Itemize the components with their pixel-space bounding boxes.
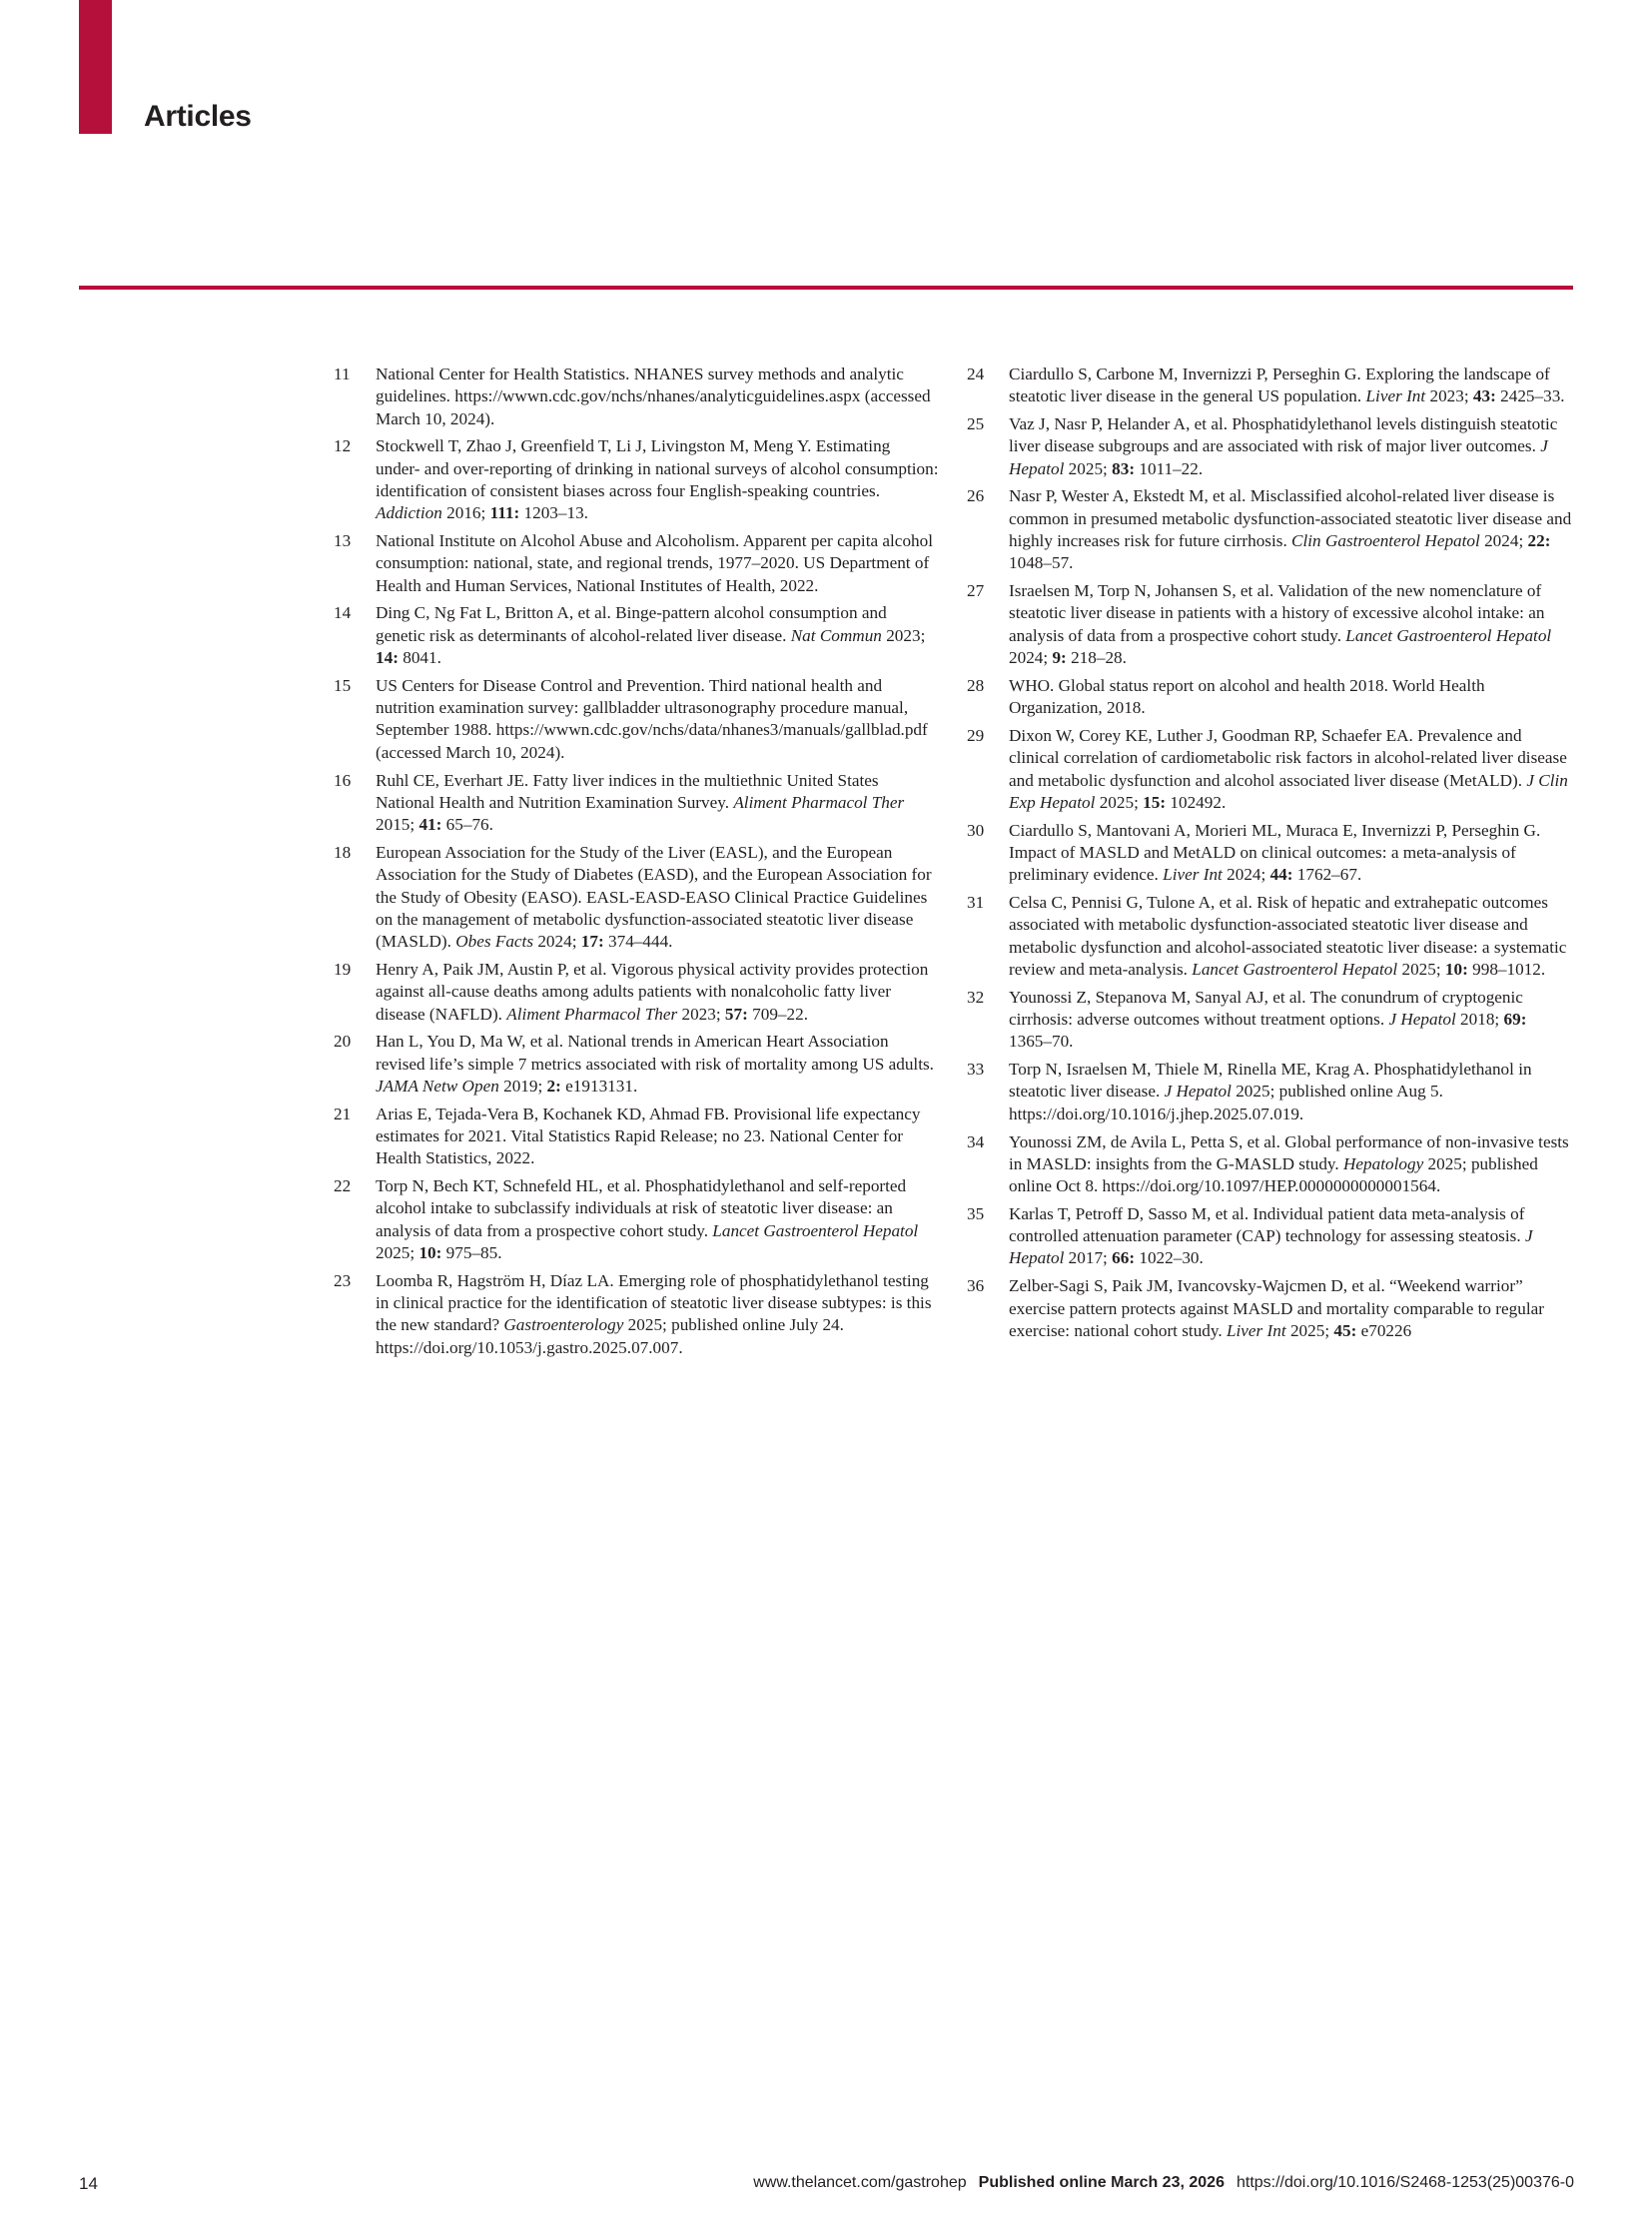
reference-segment: Nasr P, Wester A, Ekstedt M, et al. Misclassified alcohol-related liver disease is common in presumed metabolic dysfunction-associated steatotic liver disease and highly increases risk for future cirrhosis.	[1009, 486, 1572, 551]
reference-segment: 2023;	[677, 1004, 725, 1024]
reference-number: 14	[334, 603, 352, 623]
reference-segment: Henry A, Paik JM, Austin P, et al. Vigorous physical activity provides protection against all-cause deaths among adults patients with nonalcoholic fatty liver disease (NAFLD).	[376, 959, 929, 1024]
reference-segment: 709–22.	[747, 1004, 808, 1024]
journal-name: Nat Commun	[790, 625, 882, 645]
reference-item	[967, 987, 1573, 1054]
reference-segment: 2025;	[376, 1242, 419, 1262]
reference-segment: 998–1012.	[1467, 959, 1546, 979]
reference-item	[334, 364, 939, 430]
reference-item	[334, 770, 939, 837]
journal-website[interactable]: www.thelancet.com/gastrohep	[753, 2174, 967, 2191]
reference-text	[1009, 486, 1571, 572]
journal-name: Clin Gastroenterol Hepatol	[1291, 531, 1480, 551]
reference-segment: National Center for Health Statistics. NHANES survey methods and analytic guidelines. https://wwwn.cdc.gov/nchs/nhanes/analyticguidelines.aspx (accessed March 10, 2024).	[376, 365, 931, 428]
reference-item	[967, 413, 1573, 480]
reference-segment: Karlas T, Petroff D, Sasso M, et al. Individual patient data meta-analysis of controlled attenuation parameter (CAP) technology for assessing steatosis.	[1009, 1203, 1525, 1246]
reference-number: 26	[967, 486, 985, 506]
volume-number: 69:	[1503, 1010, 1527, 1030]
reference-number: 13	[334, 531, 352, 551]
journal-name: J Hepatol	[1164, 1082, 1232, 1102]
reference-segment: 2024;	[1009, 648, 1053, 668]
journal-name: Liver Int	[1226, 1320, 1286, 1340]
reference-text	[376, 771, 904, 835]
journal-name: J Clin Exp Hepatol	[1009, 770, 1568, 812]
reference-item	[967, 364, 1573, 408]
reference-text	[376, 531, 933, 595]
reference-item	[967, 1275, 1573, 1342]
reference-segment: Ciardullo S, Carbone M, Invernizzi P, Perseghin G. Exploring the landscape of steatotic liver disease in the general US population.	[1009, 365, 1550, 406]
reference-item	[967, 580, 1573, 669]
reference-item	[334, 530, 939, 597]
volume-number: 22:	[1527, 531, 1551, 551]
references-column-right	[967, 364, 1573, 1348]
reference-segment: 2025; published online Aug 5. https://doi.org/10.1016/j.jhep.2025.07.019.	[1009, 1082, 1443, 1123]
reference-segment: Vaz J, Nasr P, Helander A, et al. Phosphatidylethanol levels distinguish steatotic liver disease subgroups and are associated with risk of major liver outcomes.	[1009, 414, 1558, 456]
reference-segment: Loomba R, Hagström H, Díaz LA. Emerging role of phosphatidylethanol testing in clinical practice for the identification of steatotic liver disease subtypes: is this the new standard?	[376, 1270, 932, 1335]
reference-number: 28	[967, 675, 985, 695]
volume-number: 17:	[580, 932, 604, 952]
reference-segment: 102492.	[1166, 792, 1227, 812]
reference-segment: e1913131.	[560, 1076, 638, 1096]
reference-text	[376, 365, 931, 428]
reference-segment: Ciardullo S, Mantovani A, Morieri ML, Muraca E, Invernizzi P, Perseghin G. Impact of MASLD and MetALD on clinical outcomes: a meta-analysis of preliminary evidence.	[1009, 820, 1541, 885]
journal-name: Obes Facts	[455, 932, 534, 952]
reference-segment: Younossi Z, Stepanova M, Sanyal AJ, et al. The conundrum of cryptogenic cirrhosis: adverse outcomes without treatment options.	[1009, 987, 1523, 1030]
journal-name: J Hepatol	[1388, 1010, 1456, 1030]
reference-segment: 2025;	[1285, 1320, 1334, 1340]
journal-name: Hepatology	[1343, 1153, 1424, 1173]
reference-segment: 1203–13.	[519, 503, 588, 523]
reference-text	[376, 603, 925, 667]
reference-text	[1009, 1204, 1533, 1268]
reference-segment: Zelber-Sagi S, Paik JM, Ivancovsky-Wajcmen D, et al. “Weekend warrior” exercise pattern protects against MASLD and mortality comparable to regular exercise: national cohort study.	[1009, 1276, 1544, 1340]
reference-segment: 2015;	[376, 815, 419, 835]
reference-item	[967, 1131, 1573, 1198]
reference-text	[376, 1176, 918, 1262]
reference-segment: 2019;	[498, 1076, 547, 1096]
reference-text	[376, 676, 928, 762]
reference-segment: 65–76.	[441, 815, 493, 835]
reference-text	[1009, 414, 1557, 478]
reference-number: 30	[967, 820, 985, 840]
reference-item	[967, 820, 1573, 887]
reference-item	[967, 1203, 1573, 1270]
reference-text	[1009, 821, 1540, 885]
reference-segment: European Association for the Study of the Liver (EASL), and the European Association for the Study of Diabetes (EASD), and the European Association for the Study of Obesity (EASO). EASL-EASD-EASO Clinical Practice Guidelines on the management of metabolic dysfunction-associated steatotic liver disease (MASLD).	[376, 842, 932, 952]
article-doi[interactable]: https://doi.org/10.1016/S2468-1253(25)00376-0	[1236, 2174, 1574, 2191]
reference-item	[334, 675, 939, 764]
reference-segment: 8041.	[398, 648, 441, 668]
reference-segment: Han L, You D, Ma W, et al. National trends in American Heart Association revised life’s simple 7 metrics associated with risk of mortality among US adults.	[376, 1032, 934, 1074]
reference-segment: 2025; published online July 24. https://doi.org/10.1053/j.gastro.2025.07.007.	[376, 1315, 844, 1357]
reference-text	[1009, 726, 1568, 812]
reference-number: 12	[334, 436, 352, 456]
reference-item	[967, 725, 1573, 814]
reference-text	[376, 436, 939, 522]
journal-name: Liver Int	[1365, 386, 1426, 406]
reference-segment: 2025;	[1095, 792, 1144, 812]
volume-number: 57:	[724, 1004, 748, 1024]
reference-item	[334, 1031, 939, 1098]
reference-number: 34	[967, 1131, 985, 1151]
reference-number: 29	[967, 725, 985, 745]
reference-segment: 1022–30.	[1135, 1248, 1204, 1268]
reference-segment: Stockwell T, Zhao J, Greenfield T, Li J, Livingston M, Meng Y. Estimating under- and over-reporting of drinking in national surveys of alcohol consumption: identification of consistent biases across four English-speaking countries.	[376, 436, 939, 500]
reference-item	[334, 1175, 939, 1264]
reference-number: 36	[967, 1276, 985, 1296]
reference-number: 32	[967, 987, 985, 1007]
volume-number: 83:	[1112, 458, 1136, 478]
volume-number: 111:	[489, 503, 520, 523]
reference-text	[1009, 893, 1566, 979]
journal-name: Aliment Pharmacol Ther	[506, 1004, 678, 1024]
reference-segment: Torp N, Israelsen M, Thiele M, Rinella ME, Krag A. Phosphatidylethanol in steatotic liver disease.	[1009, 1060, 1532, 1102]
volume-number: 10:	[418, 1242, 442, 1262]
reference-text	[1009, 1132, 1569, 1196]
reference-segment: 2025;	[1064, 458, 1113, 478]
reference-segment: Dixon W, Corey KE, Luther J, Goodman RP, Schaefer EA. Prevalence and clinical correlation of cardiometabolic risk factors in alcohol-related liver disease and metabolic dysfunction and alcohol associated liver disease (MetALD).	[1009, 725, 1567, 790]
reference-item	[334, 602, 939, 669]
reference-segment: National Institute on Alcohol Abuse and Alcoholism. Apparent per capita alcohol consumption: national, state, and regional trends, 1977–2020. US Department of Health and Human Services, National Institutes of Health, 2022.	[376, 531, 933, 595]
reference-segment: 2016;	[441, 503, 490, 523]
reference-text	[1009, 365, 1565, 405]
reference-text	[1009, 1276, 1544, 1340]
journal-name: J Hepatol	[1009, 436, 1548, 478]
reference-text	[1009, 581, 1551, 667]
reference-segment: 218–28.	[1066, 648, 1127, 668]
section-title: Articles	[144, 100, 252, 133]
reference-text	[1009, 676, 1485, 717]
reference-segment: WHO. Global status report on alcohol and health 2018. World Health Organization, 2018.	[1009, 675, 1485, 718]
volume-number: 10:	[1444, 959, 1468, 979]
journal-name: Lancet Gastroenterol Hepatol	[712, 1220, 919, 1240]
journal-name: JAMA Netw Open	[376, 1076, 499, 1096]
journal-name: Lancet Gastroenterol Hepatol	[1345, 625, 1552, 645]
reference-segment: 374–444.	[603, 932, 673, 952]
reference-segment: 2025; published online Oct 8. https://doi.org/10.1097/HEP.0000000000001564.	[1009, 1153, 1538, 1196]
reference-segment: 2025;	[1397, 959, 1445, 979]
reference-item	[967, 1059, 1573, 1125]
reference-item	[334, 1104, 939, 1170]
reference-segment: Younossi ZM, de Avila L, Petta S, et al. Global performance of non-invasive tests in MASLD: insights from the G-MASLD study.	[1009, 1131, 1569, 1173]
reference-segment: 1011–22.	[1135, 458, 1204, 478]
reference-number: 22	[334, 1176, 352, 1196]
reference-segment: e70226	[1356, 1320, 1412, 1340]
volume-number: 43:	[1472, 386, 1496, 406]
reference-segment: Celsa C, Pennisi G, Tulone A, et al. Risk of hepatic and extrahepatic outcomes associated with metabolic dysfunction-associated steatotic liver disease and metabolic dysfunction and alcohol-associated steatotic liver disease: a systematic review and meta-analysis.	[1009, 893, 1567, 979]
reference-number: 31	[967, 893, 985, 913]
reference-number: 24	[967, 365, 985, 383]
reference-item	[967, 892, 1573, 981]
reference-segment: 1048–57.	[1009, 553, 1074, 573]
references-column-left	[334, 364, 939, 1364]
reference-segment: 2023;	[881, 625, 926, 645]
reference-segment: Arias E, Tejada-Vera B, Kochanek KD, Ahmad FB. Provisional life expectancy estimates for 2021. Vital Statistics Rapid Release; no 23. National Center for Health Statistics, 2022.	[376, 1104, 921, 1168]
reference-segment: Ding C, Ng Fat L, Britton A, et al. Binge-pattern alcohol consumption and genetic risk as determinants of alcohol-related liver disease.	[376, 603, 887, 645]
reference-segment: 2425–33.	[1495, 386, 1565, 406]
reference-segment: 2024;	[1222, 865, 1270, 885]
reference-segment: Ruhl CE, Everhart JE. Fatty liver indices in the multiethnic United States National Health and Nutrition Examination Survey.	[376, 770, 879, 812]
reference-segment: Israelsen M, Torp N, Johansen S, et al. Validation of the new nomenclature of steatotic liver disease in patients with a history of excessive alcohol intake: an analysis of data from a prospective cohort study.	[1009, 581, 1545, 645]
reference-number: 21	[334, 1104, 352, 1123]
reference-segment: 2023;	[1425, 386, 1473, 406]
volume-number: 9:	[1052, 648, 1067, 668]
reference-number: 33	[967, 1060, 985, 1080]
reference-text	[376, 960, 928, 1024]
volume-number: 2:	[546, 1076, 561, 1096]
reference-segment: US Centers for Disease Control and Prevention. Third national health and nutrition examination survey: gallbladder ultrasonography procedure manual, September 1988. https://wwwn.cdc.gov/nchs/data/nhanes3/manuals/gallblad.pdf (accessed March 10, 2024).	[376, 675, 928, 762]
footer-citation	[753, 2174, 1574, 2192]
reference-item	[334, 1270, 939, 1359]
journal-name: Lancet Gastroenterol Hepatol	[1192, 959, 1398, 979]
reference-segment: 1762–67.	[1292, 865, 1362, 885]
reference-segment: 2024;	[533, 932, 581, 952]
reference-number: 18	[334, 842, 352, 862]
volume-number: 66:	[1112, 1248, 1136, 1268]
page-footer	[0, 2174, 1652, 2198]
reference-text	[1009, 988, 1526, 1052]
reference-item	[967, 485, 1573, 574]
reference-number: 35	[967, 1203, 985, 1223]
reference-segment: Torp N, Bech KT, Schnefeld HL, et al. Phosphatidylethanol and self-reported alcohol intake to subclassify individuals at risk of steatotic liver disease: an analysis of data from a prospective cohort study.	[376, 1176, 907, 1240]
section-color-tab	[79, 0, 112, 134]
reference-text	[376, 1032, 934, 1096]
journal-name: Gastroenterology	[503, 1315, 624, 1335]
page-number: 14	[79, 2174, 98, 2193]
volume-number: 45:	[1333, 1320, 1357, 1340]
reference-segment: 975–85.	[441, 1242, 502, 1262]
publication-date: Published online March 23, 2026	[978, 2174, 1225, 2191]
reference-item	[334, 959, 939, 1026]
reference-item	[334, 435, 939, 524]
reference-number: 11	[334, 365, 351, 383]
volume-number: 14:	[376, 648, 399, 668]
journal-name: Addiction	[376, 503, 442, 523]
journal-name: J Hepatol	[1009, 1226, 1533, 1268]
reference-number: 15	[334, 675, 352, 695]
reference-item	[967, 675, 1573, 720]
reference-text	[376, 843, 932, 951]
journal-name: Liver Int	[1163, 865, 1223, 885]
reference-text	[376, 1105, 920, 1168]
reference-item	[334, 842, 939, 953]
reference-number: 23	[334, 1270, 352, 1290]
reference-number: 16	[334, 770, 352, 790]
reference-number: 20	[334, 1032, 352, 1052]
journal-name: Aliment Pharmacol Ther	[733, 792, 905, 812]
volume-number: 44:	[1269, 865, 1293, 885]
reference-number: 19	[334, 959, 352, 979]
volume-number: 15:	[1143, 792, 1167, 812]
reference-text	[376, 1271, 932, 1357]
reference-segment: 1365–70.	[1009, 1032, 1074, 1052]
reference-text	[1009, 1060, 1532, 1123]
reference-segment: 2017;	[1064, 1248, 1113, 1268]
reference-number: 27	[967, 581, 985, 601]
reference-segment: 2018;	[1455, 1010, 1504, 1030]
volume-number: 41:	[418, 815, 442, 835]
reference-number: 25	[967, 414, 985, 434]
header-rule	[79, 286, 1573, 290]
reference-segment: 2024;	[1479, 531, 1528, 551]
